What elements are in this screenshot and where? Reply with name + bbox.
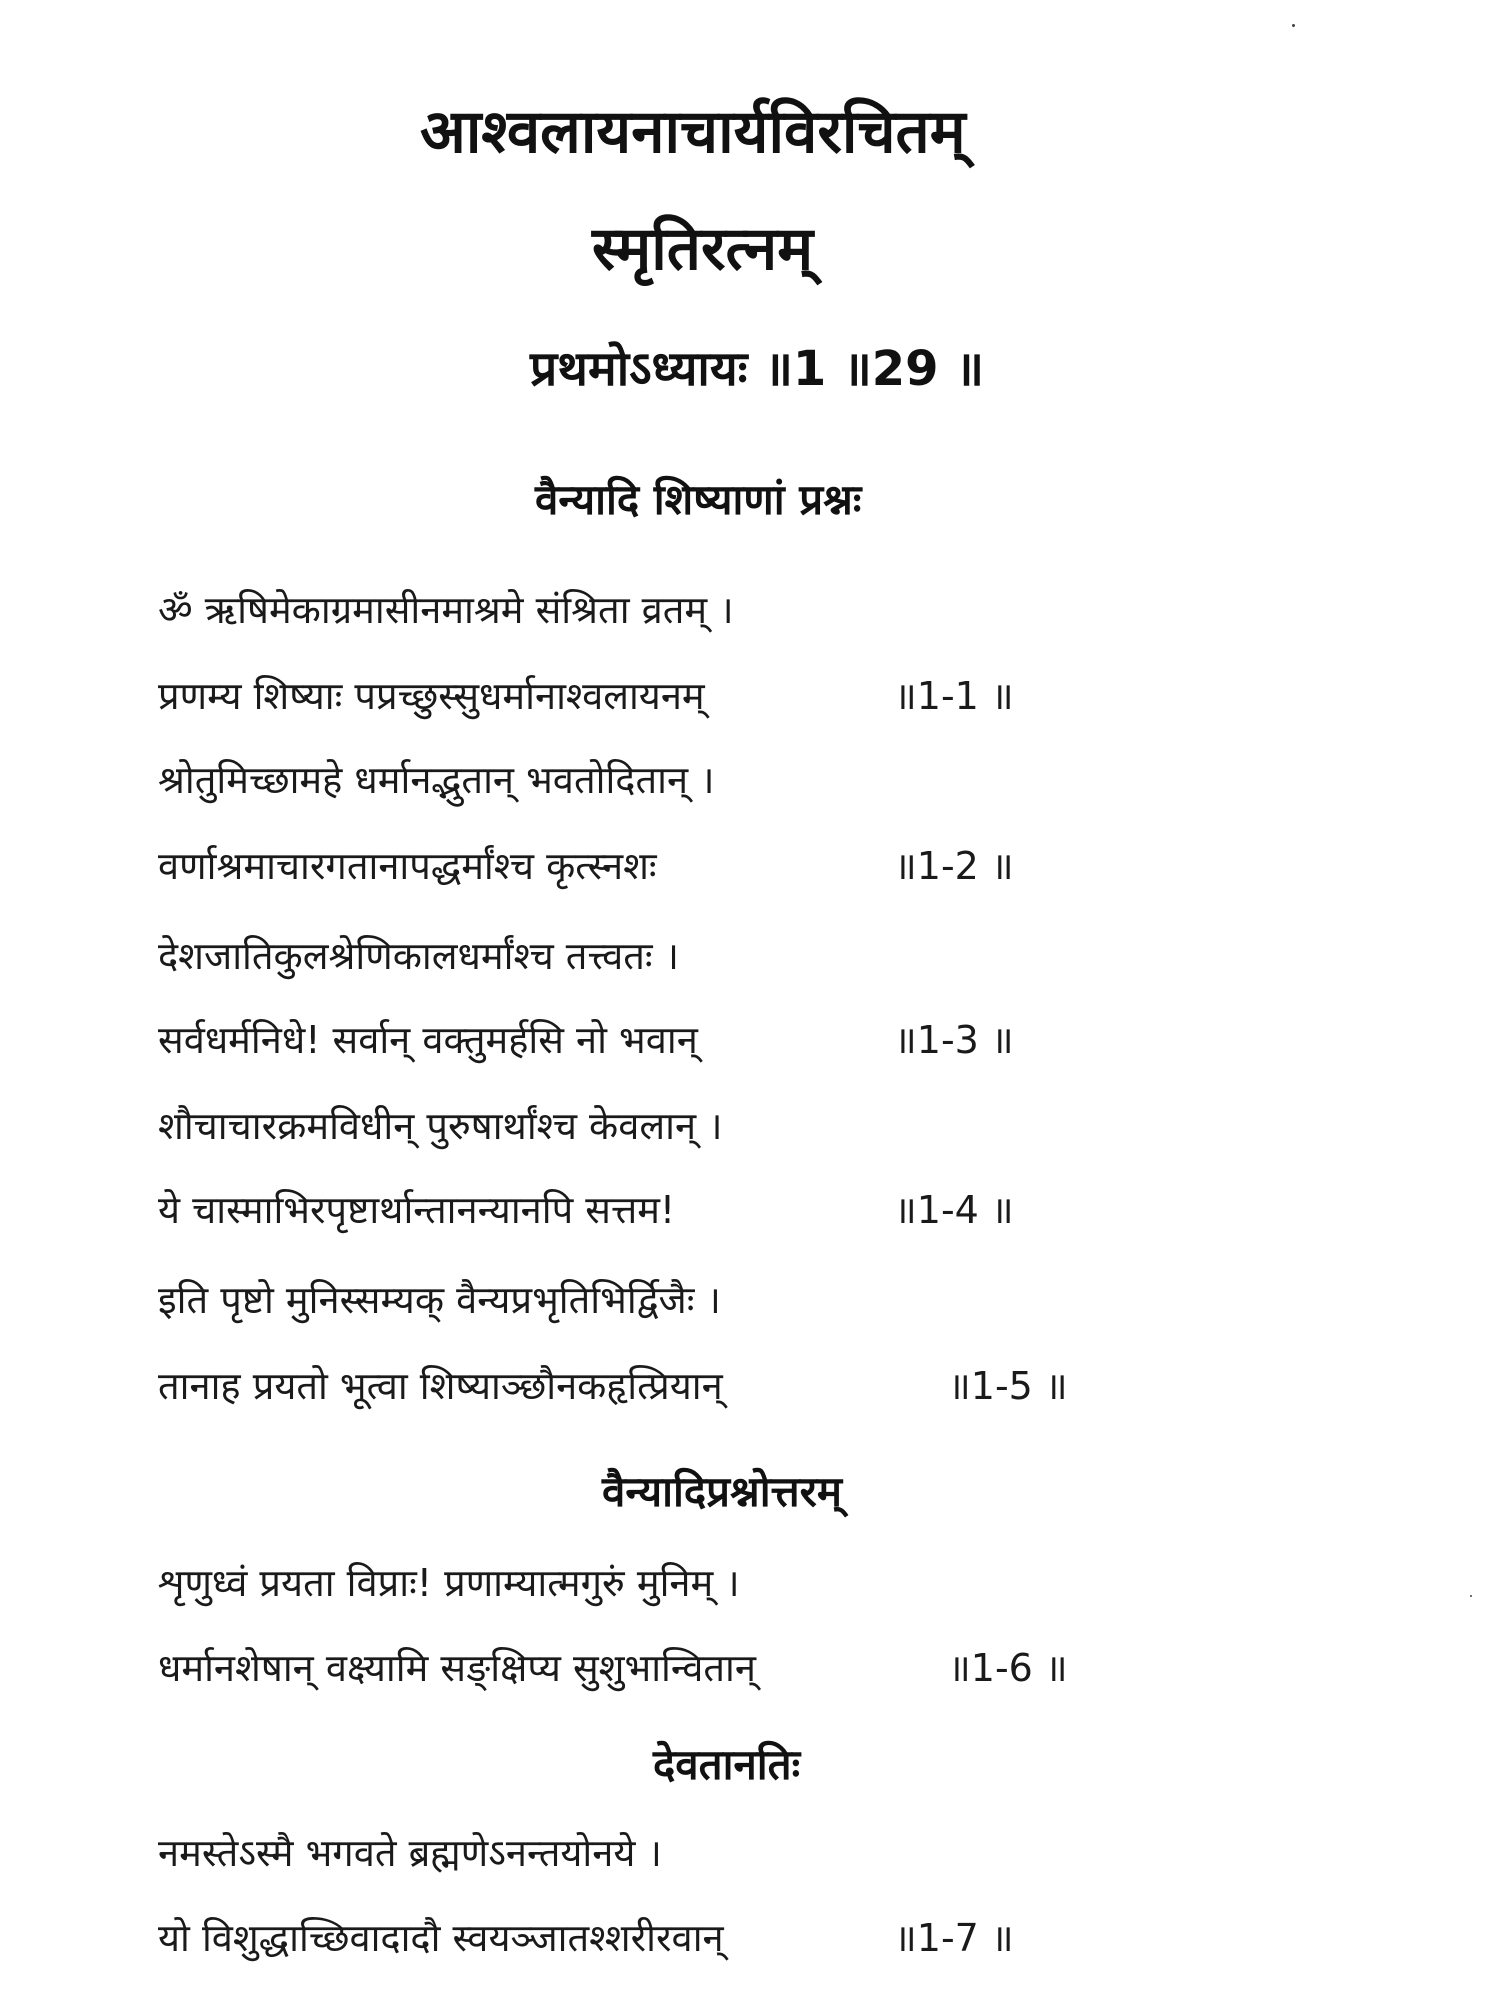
verse-text: तानाह प्रयतो भूत्वा शिष्याञ्छौनकहृत्प्रियान् [158,1364,723,1408]
verse-line [158,1555,740,1611]
book-title: आश्वलायनाचार्यविरचितम् [420,97,966,167]
chapter-heading: प्रथमोऽध्यायः ॥1 ॥29 ॥ [530,341,984,397]
verse-text: इति पृष्टो मुनिस्सम्यक् वैन्यप्रभृतिभिर्द्विजैः । [158,1278,721,1322]
verse-line [158,668,1014,724]
verse-text: सर्वधर्मनिधे! सर्वान् वक्तुमर्हसि नो भवान् [158,1018,698,1062]
section-heading-questions: वैन्यादि शिष्याणां प्रश्नः [535,475,862,524]
verse-line [158,1098,723,1154]
verse-text: ॐ ऋषिमेकाग्रमासीनमाश्रमे संश्रिता व्रतम् । [158,588,734,632]
verse-line [158,1640,1068,1696]
verse-number: ॥1-3 ॥ [894,1018,1014,1062]
verse-line [158,1910,1014,1966]
scan-speck [1470,1595,1472,1597]
verse-number: ॥1-4 ॥ [894,1188,1014,1232]
verse-text: शृणुध्वं प्रयता विप्राः! प्रणाम्यात्मगुरुं मुनिम् । [158,1561,740,1605]
section-heading-answer: वैन्यादिप्रश्नोत्तरम् [602,1467,842,1516]
verse-number: ॥1-5 ॥ [948,1364,1068,1408]
verse-line [158,582,734,638]
verse-line [158,1358,1068,1414]
verse-text: धर्मानशेषान् वक्ष्यामि सङ्क्षिप्य सुशुभान्वितान् [158,1646,756,1690]
verse-text: वर्णाश्रमाचारगतानापद्धर्मांश्च कृत्स्नशः [158,844,657,888]
verse-number: ॥1-6 ॥ [948,1646,1068,1690]
verse-line [158,1182,1014,1238]
verse-line [158,838,1014,894]
verse-text: प्रणम्य शिष्याः पप्रच्छुस्सुधर्मानाश्वलायनम् [158,674,705,718]
verse-line [158,1272,721,1328]
verse-text: ये चास्माभिरपृष्टार्थान्तानन्यानपि सत्तम! [158,1188,676,1232]
verse-number: ॥1-2 ॥ [894,844,1014,888]
verse-text: देशजातिकुलश्रेणिकालधर्मांश्च तत्त्वतः । [158,934,680,978]
verse-text: नमस्तेऽस्मै भगवते ब्रह्मणेऽनन्तयोनये । [158,1831,662,1875]
verse-line [158,1012,1014,1068]
section-heading-salutation: देवतानतिः [653,1740,801,1789]
verse-line [158,752,715,808]
verse-line [158,928,679,984]
verse-text: यो विशुद्धाच्छिवादादौ स्वयञ्जातश्शरीरवान् [158,1916,724,1960]
verse-number: ॥1-1 ॥ [894,674,1014,718]
book-subtitle: स्मृतिरत्नम् [592,214,814,284]
verse-number: ॥1-7 ॥ [894,1916,1014,1960]
verse-line [158,1825,662,1881]
verse-text: श्रोतुमिच्छामहे धर्मानद्भुतान् भवतोदितान् । [158,758,715,802]
verse-text: शौचाचारक्रमविधीन् पुरुषार्थांश्च केवलान् । [158,1104,723,1148]
scan-speck [1292,24,1295,27]
